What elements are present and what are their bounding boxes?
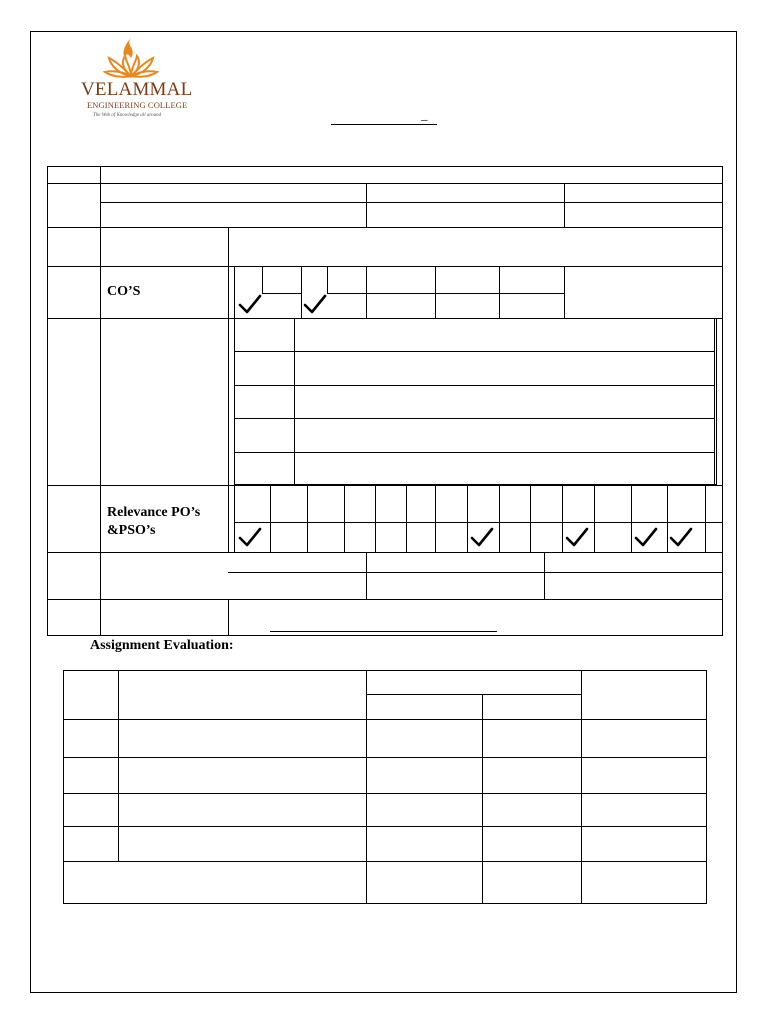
column-divider xyxy=(435,485,436,552)
relevance-label-line1: Relevance PO’s xyxy=(107,505,201,520)
header-underline xyxy=(331,124,437,125)
checkmark-icon xyxy=(668,526,694,548)
row-divider xyxy=(47,552,723,553)
row-divider xyxy=(100,202,723,203)
column-divider xyxy=(375,485,376,552)
logo-subtitle: ENGINEERING COLLEGE xyxy=(87,100,188,110)
column-divider xyxy=(262,266,263,293)
checkmark-icon xyxy=(633,526,659,548)
header-dash: _ xyxy=(421,107,428,122)
logo-name: VELAMMAL xyxy=(81,79,193,100)
column-divider xyxy=(581,670,582,904)
row-divider xyxy=(327,293,564,294)
column-divider xyxy=(344,485,345,552)
row-divider xyxy=(47,485,723,486)
assignment-table-border xyxy=(63,670,707,904)
assignment-heading: Assignment Evaluation: xyxy=(90,638,234,653)
column-divider xyxy=(307,485,308,552)
column-divider xyxy=(705,485,706,552)
row-divider xyxy=(63,861,707,862)
column-divider xyxy=(482,694,483,904)
column-divider xyxy=(234,485,235,552)
column-divider xyxy=(327,266,328,293)
column-divider xyxy=(118,670,119,861)
row-divider xyxy=(47,227,723,228)
checkmark-icon xyxy=(237,526,263,548)
column-divider xyxy=(499,266,500,318)
column-divider xyxy=(234,266,235,318)
column-divider xyxy=(499,485,500,552)
relevance-label-line2: &PSO’s xyxy=(107,523,156,538)
column-divider xyxy=(544,552,545,599)
cos-label: CO’S xyxy=(107,284,141,299)
column-divider xyxy=(100,166,101,636)
column-divider xyxy=(366,552,367,599)
checkmark-icon xyxy=(237,293,263,315)
row-divider xyxy=(366,694,581,695)
column-divider xyxy=(564,183,565,227)
column-divider xyxy=(270,485,271,552)
row-divider xyxy=(63,793,707,794)
column-divider xyxy=(714,318,715,485)
row-divider xyxy=(262,293,301,294)
column-divider xyxy=(562,485,563,552)
column-divider xyxy=(467,485,468,552)
column-divider xyxy=(366,266,367,318)
column-divider xyxy=(631,485,632,552)
column-divider xyxy=(294,318,295,485)
row-divider xyxy=(63,719,707,720)
checkmark-icon xyxy=(302,293,328,315)
column-divider xyxy=(228,227,229,552)
column-divider xyxy=(530,485,531,552)
row-divider xyxy=(234,351,715,352)
column-divider xyxy=(406,485,407,552)
checkmark-icon xyxy=(564,526,590,548)
column-divider xyxy=(366,183,367,227)
row-divider xyxy=(47,599,723,600)
row-divider xyxy=(234,385,715,386)
column-divider xyxy=(366,670,367,904)
checkmark-icon xyxy=(469,526,495,548)
row-divider xyxy=(47,183,723,184)
row-divider xyxy=(228,572,723,573)
lotus-flame-logo-icon xyxy=(103,36,159,82)
signature-line xyxy=(270,631,497,632)
row-divider xyxy=(234,418,715,419)
column-divider xyxy=(594,485,595,552)
row-divider xyxy=(63,826,707,827)
row-divider xyxy=(63,757,707,758)
column-divider xyxy=(228,599,229,636)
logo-tagline: The Web of Knowledge all around xyxy=(93,113,162,118)
row-divider xyxy=(47,266,723,267)
column-divider xyxy=(435,266,436,318)
row-divider xyxy=(234,452,715,453)
column-divider xyxy=(564,266,565,318)
inner-table-border xyxy=(234,318,717,485)
